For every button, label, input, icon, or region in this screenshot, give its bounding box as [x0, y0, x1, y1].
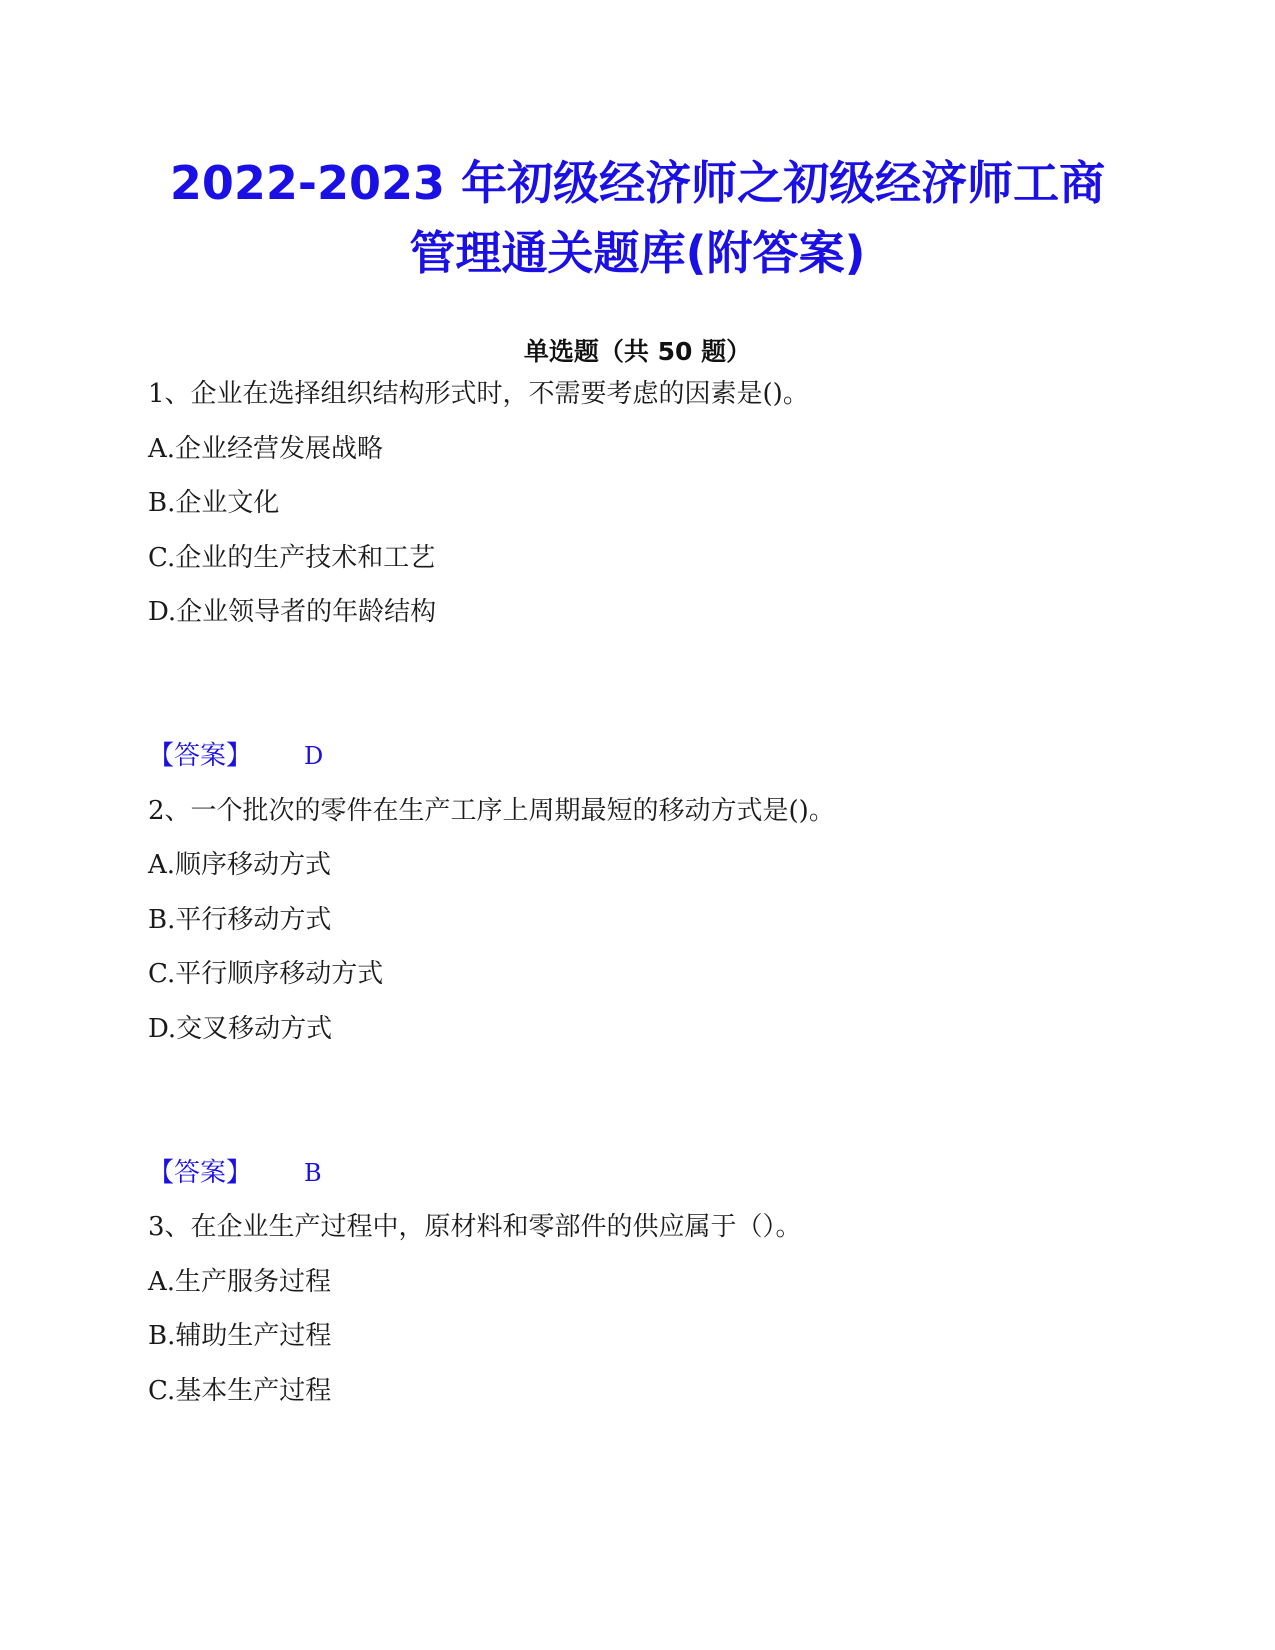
option-3b: B.辅助生产过程 [148, 1321, 332, 1351]
option-1c: C.企业的生产技术和工艺 [148, 543, 436, 573]
option-1d: D.企业领导者的年龄结构 [148, 597, 437, 627]
answer-value: D [304, 742, 324, 770]
option-2a: A.顺序移动方式 [148, 850, 332, 880]
question-stem-2: 2、一个批次的零件在生产工序上周期最短的移动方式是()。 [148, 796, 835, 826]
option-2d: D.交叉移动方式 [148, 1014, 333, 1044]
answer-2 [148, 1155, 322, 1191]
section-heading: 单选题（共 50 题） [523, 337, 752, 366]
answer-1 [148, 738, 323, 774]
option-1a: A.企业经营发展战略 [148, 434, 384, 464]
question-stem-1: 1、企业在选择组织结构形式时，不需要考虑的因素是()。 [148, 379, 809, 409]
option-2c: C.平行顺序移动方式 [148, 959, 384, 989]
answer-label: 【答案】 [148, 1158, 253, 1188]
option-1b: B.企业文化 [148, 488, 280, 518]
answer-label: 【答案】 [148, 741, 253, 771]
option-3c: C.基本生产过程 [148, 1376, 332, 1406]
question-stem-3: 3、在企业生产过程中，原材料和零部件的供应属于（）。 [148, 1212, 802, 1242]
option-2b: B.平行移动方式 [148, 905, 332, 935]
answer-value: B [304, 1159, 322, 1187]
option-3a: A.生产服务过程 [148, 1267, 332, 1297]
document-title-line2: 管理通关题库(附答案) [409, 226, 866, 280]
document-title-line1: 2022-2023 年初级经济师之初级经济师工商 [169, 156, 1106, 210]
